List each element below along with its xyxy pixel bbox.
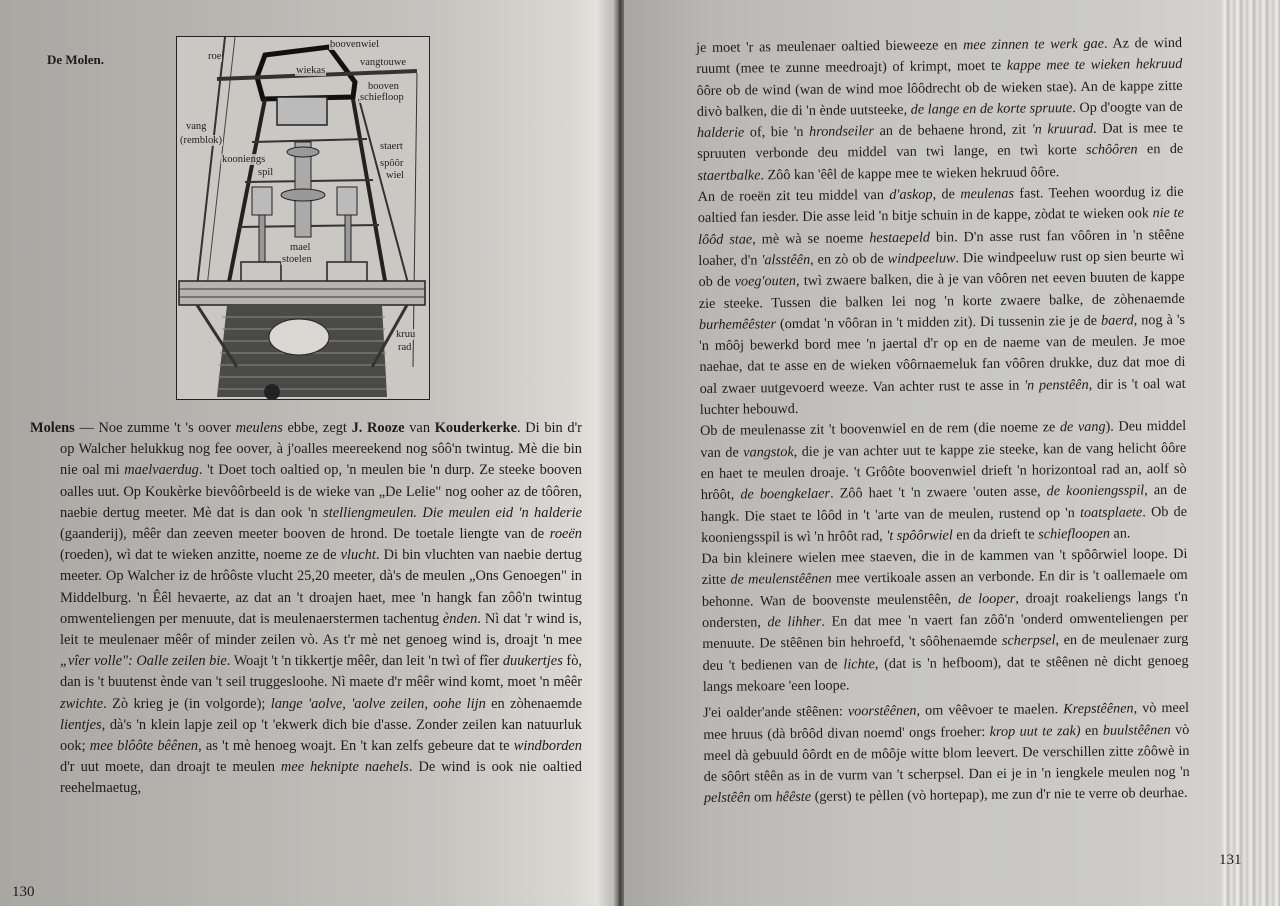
text-run: (gaanderij), mêêr dan zeeven meeter booven de hrond. De toetale liengte van de xyxy=(60,526,550,543)
label-vang: vang xyxy=(186,121,207,132)
author-name: J. Rooze xyxy=(351,420,405,436)
italic-term: „vîer volle": Oalle zeilen bie xyxy=(60,653,227,670)
text-run: ôôre ob de wind (wan de wind moe lôôdrecht ob de wieken stae). An de kappe zitte divò balken, die di 'n ènde uutsteeke, xyxy=(696,77,1183,120)
text-run: , an de hangk. Die staet te lôôd in 't 'arte van de meulen, rustend op 'n xyxy=(700,482,1187,525)
text-run: ebbe, zegt xyxy=(282,420,352,436)
text-run: , droajt roakeliengs langs t'n ondersten, xyxy=(702,588,1188,631)
text-run: . De wind is ook nie oaltied reehelmaetug, xyxy=(60,759,582,797)
text-run: . Az de wind ruumt (mee te zunne meedroajt) of krimpt, moet te xyxy=(696,34,1183,78)
label-kooniengs: kooniengs xyxy=(222,154,266,165)
label-wiel: wiel xyxy=(386,170,405,181)
label-boovenwiel: boovenwiel xyxy=(330,39,379,50)
text-run: . 't Doet toch oaltied op, 'n meulen bie 'n durp. Ze steeke booven oalles uut. Op Koukèrke bievôôrbeeld is de wieke van „De Lelie" nog ooher az de tôôren, naebie dertug meeter. Mè dat is dan ook 'n xyxy=(60,462,583,521)
italic-term: 't spôôrwiel xyxy=(886,527,953,544)
italic-term: lichte xyxy=(843,655,875,673)
text-run: of, bie 'n xyxy=(744,124,810,141)
text-run: (omdat 'n vôôran in 't midden zit). Di tussenin zie je de xyxy=(775,312,1102,333)
text-run: , de xyxy=(932,186,961,203)
left-page-body xyxy=(30,418,582,800)
italic-term: d'askop xyxy=(889,186,933,204)
text-run: , om vêêvoer te maelen. xyxy=(916,701,1064,719)
italic-term: staertbalke xyxy=(697,167,761,184)
page-number-right: 131 xyxy=(1219,852,1242,868)
label-rad: rad xyxy=(398,342,412,353)
text-run: van xyxy=(404,420,435,436)
text-run: . Dat is mee te spruuten verbonde deu middel van twì lange, en twì korte xyxy=(697,120,1184,163)
text-run: J'ei oalder'ande stêênen: xyxy=(702,703,848,722)
text-run: . Di bin vluchten van naebie dertug meeter. Op Walcher iz de hrôôste vlucht 25,20 meeter, dà's de meulen „Ons Genoegen" in Middelburg. 'n Êêl hevaerte, az dat an 't droajen haet, mee 'n hangk fan zôô'n twintug omwenteliengen per menuute, dat is meulenaerstermen tachentug xyxy=(60,547,583,627)
text-run: , dà's 'n klein lapje zeil op 't 'ekwerk dich bie d'asse. Zonder zeilen kan natuurluk ook; xyxy=(60,716,582,755)
text-run: . Op d'oogte van de xyxy=(1072,98,1183,116)
text-run: . Di bin d'r op Walcher helukkug nog fee oover, à j'oalles meereekend nog sôô'n twintug. Mè die bin nie oal mi xyxy=(60,420,582,479)
text-run: om xyxy=(750,789,776,806)
text-run: . Zò krieg je (in volgorde); xyxy=(103,695,271,712)
italic-term: krop uut te zak) xyxy=(989,722,1081,740)
italic-term: burhemêêster xyxy=(698,316,777,333)
text-run: en da drieft te xyxy=(952,526,1039,544)
text-run: Da bin kleinere wielen mee staeven, die in de kammen van 't spôôrwiel loope. Di zitte xyxy=(701,546,1188,589)
text-run: d'r uut moete, dan droajt te meulen xyxy=(60,759,281,776)
text-run: (gerst) te pèllen (vò hortepap), me zun d'r nie te verre ob deurhae. xyxy=(811,785,1188,806)
italic-term: 'n kruurad xyxy=(1031,121,1094,138)
text-run: , die je van achter uut te kappe zie steeke, kan de vang helicht ôôre en haet te meulen droaje. 't Grôôte boovenwiel drieft 'n horizontoal rad an, aolf sò hrôôt, xyxy=(700,439,1187,504)
italic-term: de kooniengsspil xyxy=(1046,482,1145,500)
text-run: en xyxy=(1080,722,1103,739)
italic-term: lange 'aolve, 'aolve zeilen, oohe lijn xyxy=(270,695,486,712)
label-vangtouwe: vangtouwe xyxy=(360,57,407,68)
text-run: . Zôô kan 'êêl de kappe mee te wieken hekruud ôôre. xyxy=(760,163,1060,184)
text-run: — Noe zumme 't 's oover xyxy=(74,420,236,436)
text-run: (roeden), wì dat te wieken anzitte, noeme ze de xyxy=(60,547,341,564)
text-run: an de behaene hrond, zit xyxy=(873,121,1032,140)
text-run: mee vertikoale assen an verbonde. En dir is 't oallemaele om behonne. Wan de boovenste meulenstêên, xyxy=(701,567,1188,610)
italic-term: de lihher xyxy=(767,613,822,631)
italic-term: hestaepeld xyxy=(869,229,931,246)
italic-term: schôôren xyxy=(1086,141,1138,159)
italic-term: hrondseiler xyxy=(808,123,875,141)
paragraph-vang xyxy=(700,416,1187,549)
text-run: en de xyxy=(1137,141,1184,158)
windmill-illustration xyxy=(176,36,430,400)
italic-term: zwichte xyxy=(60,695,104,712)
text-run: bin. D'n asse rust fan vôôren in 'n stêêne loaher, d'n xyxy=(698,226,1185,269)
italic-term: meulens xyxy=(235,420,283,436)
italic-term: windpeeluw xyxy=(887,250,956,267)
italic-term: vangstok xyxy=(743,443,794,461)
italic-term: kappe mee te wieken hekruud xyxy=(1006,56,1183,75)
italic-term: de boengkelaer xyxy=(740,485,831,503)
paragraph-soorten-stenen xyxy=(703,698,1190,810)
text-run: , en zò ob de xyxy=(810,250,888,268)
label-mael: mael xyxy=(290,242,311,253)
italic-term: voeg'outen xyxy=(734,273,797,290)
italic-term: hêêste xyxy=(775,789,812,806)
text-run: . Woajt 't 'n tikkertje mêêr, dan leit 'n twì of fîer xyxy=(226,653,503,670)
text-run: An de roeën zit teu middel van xyxy=(697,187,890,206)
italic-term: ènden xyxy=(442,610,478,627)
italic-term: baerd xyxy=(1101,312,1134,329)
text-run: fò, dan is 't buutenst ènde van 't seil truggesloohe. Nì maete d'r mêêr wind komt, moet 'n mêêr xyxy=(60,653,582,691)
text-run: an. xyxy=(1109,525,1131,542)
paragraph-kappe xyxy=(696,33,1184,187)
label-roe: roe xyxy=(208,51,222,62)
italic-term: pelstêên xyxy=(703,789,751,807)
right-page-body xyxy=(696,33,1190,810)
text-run: Ob de meulenasse zit 't boovenwiel en de rem (die noeme ze xyxy=(700,419,1061,440)
entry-term: Molens xyxy=(30,420,75,436)
molens-paragraph xyxy=(30,418,582,800)
italic-term: mee heknipte naehels xyxy=(280,759,409,776)
italic-term: vlucht xyxy=(340,547,376,564)
italic-term: schiefloopen xyxy=(1038,525,1111,543)
figure-heading: De Molen. xyxy=(47,52,105,67)
text-run: fast. Teehen woordug iz die oaltied fan iesder. Die asse leid 'n bitje schuin in de kappe, zòdat te wieken ook xyxy=(697,183,1184,227)
text-run: , twì zwaere balken, die à je van vôôren net eeven buuten de kappe zie steeke. Tussen die balken lei nog 'n korte zwaere balke, de zòhenaemde xyxy=(698,269,1185,312)
italic-term: 'alsstêên xyxy=(761,251,811,269)
label-kruu: kruu xyxy=(396,329,416,340)
place-name: Kouderkerke xyxy=(434,420,518,436)
text-run: , dir is 't oal wat luchter hebouwd. xyxy=(699,375,1186,419)
label-spil: spil xyxy=(258,167,274,178)
italic-term: maelvaerdug xyxy=(124,462,199,479)
italic-term: buulstêênen xyxy=(1102,721,1171,739)
text-run: , nog à 's 'n môôj bewerkd bord mee 'n jaertal d'r op en de naeme van de meulen. Je moe naehae, dat te asse en de wieken vôôrnaemeluk fan vôôren drukke, duz dat moe di oal zwaer uutgevoerd weeze. Van achter rust te asse in xyxy=(699,311,1186,397)
label-stoelen: stoelen xyxy=(282,254,312,265)
italic-term: mee zinnen te werk gae xyxy=(962,35,1105,54)
text-run: , vò meel mee hruus (dà brôôd divan noemd' ongs froeher: xyxy=(703,700,1190,743)
italic-term: windborden xyxy=(513,738,582,755)
text-run: vò meel dà gebuuld ôôrdt en de môôje witte blom leevert. De verschillen zitte zôôwè in de sôôrt stêên as in de vurm van 't scherpsel. Dan ei je in 'n iengkele meulen nog 'n xyxy=(703,721,1190,786)
text-run: en zòhenaemde xyxy=(485,695,582,712)
text-run: . Ob de kooniengsspil is wì 'n hrôôt rad, xyxy=(701,503,1188,546)
paragraph-stenen xyxy=(701,544,1189,698)
label-spoor: spôôr xyxy=(380,158,404,169)
italic-term: mee blôôte bêênen xyxy=(89,738,199,755)
italic-term: de meulenstêênen xyxy=(730,571,832,589)
text-run: . Nì dat 'r wind is, leit te meulenaer mêêr of minder zeilen vò. As t'r mè net genoeg wind is, droajt 'n mee xyxy=(60,610,583,649)
italic-term: nie te lôôd stae xyxy=(698,205,1184,248)
text-run: , (dat is 'n hefboom), dat te stêênen nè dicht genoeg langs mekoare 'een loope. xyxy=(702,652,1189,695)
text-run: ). Deu middel van de xyxy=(700,418,1187,461)
italic-term: lientjes xyxy=(60,716,102,733)
text-run: , en de meulenaer zurg deu 't bedienen van de xyxy=(702,631,1189,674)
italic-term: halderie xyxy=(696,124,745,142)
italic-term: meulenas xyxy=(960,185,1015,203)
label-schiefloop: schiefloop xyxy=(360,92,404,103)
italic-term: Krepstêênen xyxy=(1063,700,1134,718)
text-run: . Die windpeeluw rust op sien beurte wì ob de xyxy=(698,247,1185,291)
text-run: . Zôô haet 't 'n zwaere 'outen asse, xyxy=(829,483,1047,502)
label-remblok: (remblok) xyxy=(180,135,222,146)
label-staert: staert xyxy=(380,141,403,152)
text-run: . En dat mee 'n vaert fan zôô'n 'onderd omwenteliengen per menuute. De stêênen bin hehroefd, 't sôôhenaemde xyxy=(702,609,1189,653)
italic-term: scherpsel xyxy=(1001,632,1056,650)
page-number-left: 130 xyxy=(12,884,35,900)
italic-term: de lange en de korte spruute xyxy=(910,99,1073,118)
text-run: je moet 'r as meulenaer oaltied bieweeze en xyxy=(696,37,964,56)
text-run: , as 't mè henoeg woajt. En 't kan zelfs gebeure dat te xyxy=(198,738,514,755)
italic-term: de vang xyxy=(1059,419,1106,436)
text-run: , mè wà se noeme xyxy=(752,229,870,248)
italic-term: voorstêênen xyxy=(847,702,917,720)
italic-term: de looper xyxy=(957,590,1016,608)
label-booven: booven xyxy=(368,81,399,92)
italic-term: toatsplaete xyxy=(1079,503,1143,521)
italic-term: stelliengmeulen. Die meulen eid 'n halderie xyxy=(323,504,583,521)
italic-term: 'n penstêên xyxy=(1024,376,1089,394)
italic-term: roeën xyxy=(549,526,582,543)
italic-term: duukertjes xyxy=(502,653,563,670)
page-edges xyxy=(1222,0,1280,906)
label-wiekas: wiekas xyxy=(296,65,326,76)
paragraph-roeen xyxy=(698,182,1186,421)
